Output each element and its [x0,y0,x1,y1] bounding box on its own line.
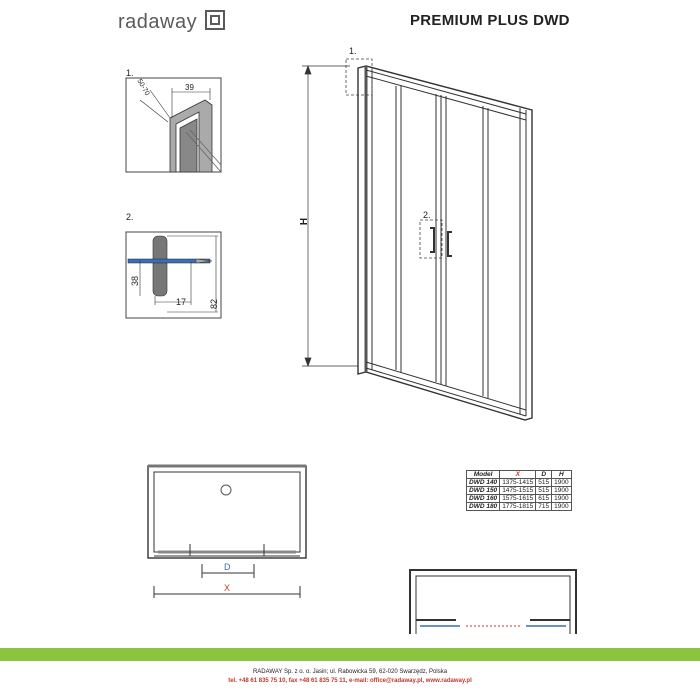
brand-logo-text: radaway [118,11,198,33]
table-cell: 1475-1515 [500,487,536,495]
detail-2-dim-38: 38 [130,275,141,287]
table-cell: 615 [536,495,552,503]
table-row [467,479,572,487]
table-header: X [500,471,536,479]
table-cell: 1900 [552,495,571,503]
table-cell: 515 [536,479,552,487]
callout-2-main-label: 2. [423,210,431,220]
table-row [467,503,572,511]
callout-1-main-label: 1. [349,46,357,56]
detail-1-dim-50-70: 50-70 [135,77,151,98]
table-cell: 1775-1815 [500,503,536,511]
table-header: H [552,471,571,479]
detail-2-dim-82: 82 [209,298,220,310]
table-header: Model [467,471,500,479]
table-cell: 1900 [552,479,571,487]
table-cell: 515 [536,487,552,495]
detail-1-dim-39: 39 [185,83,194,92]
table-cell: DWD 140 [467,479,500,487]
table-cell: 1575-1615 [500,495,536,503]
plan-x-label: X [224,583,231,593]
plan-d-label: D [224,562,231,572]
dimensions-table [466,470,572,511]
detail-2-dim-17: 17 [176,297,187,307]
table-cell: 1375-1415 [500,479,536,487]
callout-2-detail-label: 2. [126,212,134,222]
table-cell: 1900 [552,503,571,511]
plan-view [148,466,306,598]
table-cell: DWD 150 [467,487,500,495]
table-cell: DWD 160 [467,495,500,503]
callout-1-detail-label: 1. [126,68,134,78]
table-cell: 715 [536,503,552,511]
table-header: D [536,471,552,479]
table-row [467,487,572,495]
table-cell: 1900 [552,487,571,495]
opening-plan-view [410,570,576,634]
table-header-row [467,471,572,479]
page-title: PREMIUM PLUS DWD [410,12,570,29]
table-cell: DWD 180 [467,503,500,511]
door-perspective [358,66,532,420]
footer-address: RADAWAY Sp. z o. o. Jasin; ul. Rabowicka 59, 62-020 Swarzędz, Polska [252,669,448,675]
footer-contact: tel. +48 61 835 75 10, fax +48 61 835 75 11, e-mail: office@radaway.pl, www.radaway.pl [228,678,472,684]
table-row [467,495,572,503]
height-label: H [299,217,311,226]
footer-accent-bar [0,648,700,661]
